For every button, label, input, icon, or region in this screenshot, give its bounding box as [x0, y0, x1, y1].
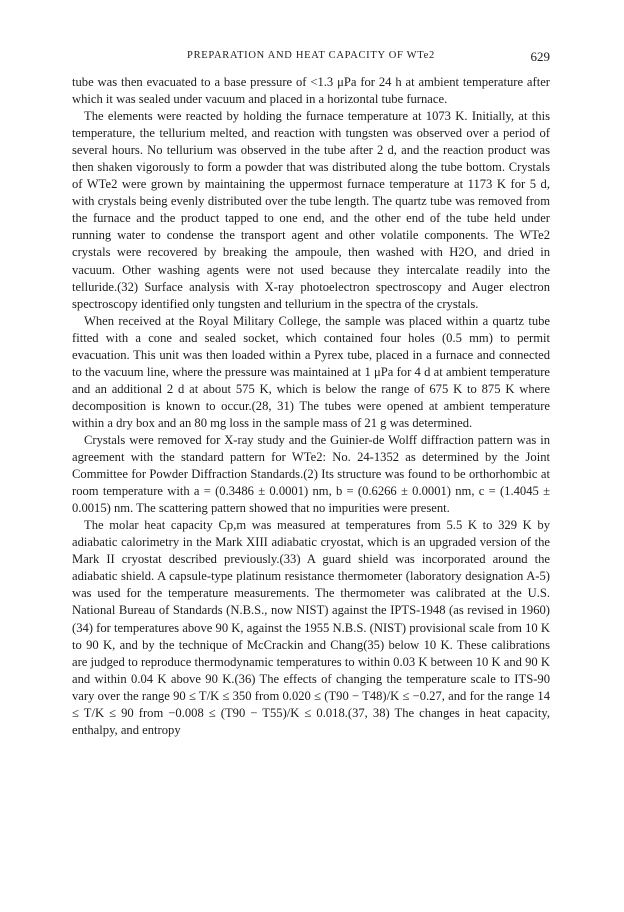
paragraph: When received at the Royal Military College, the sample was placed within a quartz tube fitted with a cone and sealed socket, which contained four holes (0.5 mm) to permit evacuation. This unit was then loaded within a Pyrex tube, placed in a furnace and connected to the vacuum line, where the pressure was maintained at 1 μPa for 4 d at ambient temperature and an additional 2 d at about 575 K, which is below the range of 675 K to 875 K where decomposition is known to occur.(28, 31) The tubes were opened at ambient temperature within a dry box and an 80 mg loss in the sample mass of 21 g was determined.: [72, 313, 550, 430]
body-text: [72, 74, 550, 739]
paragraph: tube was then evacuated to a base pressure of <1.3 μPa for 24 h at ambient temperature after which it was sealed under vacuum and placed in a horizontal tube furnace.: [72, 75, 550, 107]
paragraph: The molar heat capacity Cp,m was measured at temperatures from 5.5 K to 329 K by adiabatic calorimetry in the Mark XIII adiabatic cryostat, which is an upgraded version of the Mark II cryostat described previously.(33) A guard shield was incorporated around the adiabatic shield. A capsule-type platinum resistance thermometer (laboratory designation A-5) was used for the temperature measurements. The thermometer was calibrated at the U.S. National Bureau of Standards (N.B.S., now NIST) against the IPTS-1948 (as revised in 1960)(34) for temperatures above 90 K, against the 1955 N.B.S. (NIST) provisional scale from 10 K to 90 K, and by the technique of McCrackin and Chang(35) below 10 K. These calibrations are judged to reproduce thermodynamic temperatures to within 0.03 K between 10 K and 90 K and within 0.04 K above 90 K.(36) The effects of changing the temperature scale to ITS-90 vary over the range 90 ≤ T/K ≤ 350 from 0.020 ≤ (T90 − T48)/K ≤ −0.27, and for the range 14 ≤ T/K ≤ 90 from −0.008 ≤ (T90 − T55)/K ≤ 0.018.(37, 38) The changes in heat capacity, enthalpy, and entropy: [72, 518, 550, 737]
paragraph: The elements were reacted by holding the furnace temperature at 1073 K. Initially, at this temperature, the tellurium melted, and reaction with tungsten was observed over a period of several hours. No tellurium was observed in the tube after 2 d, and the reaction product was then shaken vigorously to form a powder that was distributed along the tube bottom. Crystals of WTe2 were grown by maintaining the uppermost furnace temperature at 1173 K for 5 d, with crystals being evenly distributed over the tube length. The quartz tube was removed from the furnace and the product tapped to one end, and the other end of the tube held under running water to condense the transport agent and other volatile components. The WTe2 crystals were recovered by breaking the ampoule, then washed with H2O, and dried in vacuum. Other washing agents were not used because they intercalate readily into the telluride.(32) Surface analysis with X-ray photoelectron spectroscopy and Auger electron spectroscopy identified only tungsten and tellurium in the spectra of the crystals.: [72, 109, 550, 311]
page-header: [72, 50, 550, 68]
running-title: PREPARATION AND HEAT CAPACITY OF WTe2: [187, 50, 435, 61]
paragraph: Crystals were removed for X-ray study and the Guinier-de Wolff diffraction pattern was in agreement with the standard pattern for WTe2: No. 24-1352 as determined by the Joint Committee for Powder Diffraction Standards.(2) Its structure was found to be orthorhombic at room temperature with a = (0.3486 ± 0.0001) nm, b = (0.6266 ± 0.0001) nm, c = (1.4045 ± 0.0015) nm. The scattering pattern showed that no impurities were present.: [72, 432, 550, 516]
page-number: 629: [530, 49, 550, 64]
